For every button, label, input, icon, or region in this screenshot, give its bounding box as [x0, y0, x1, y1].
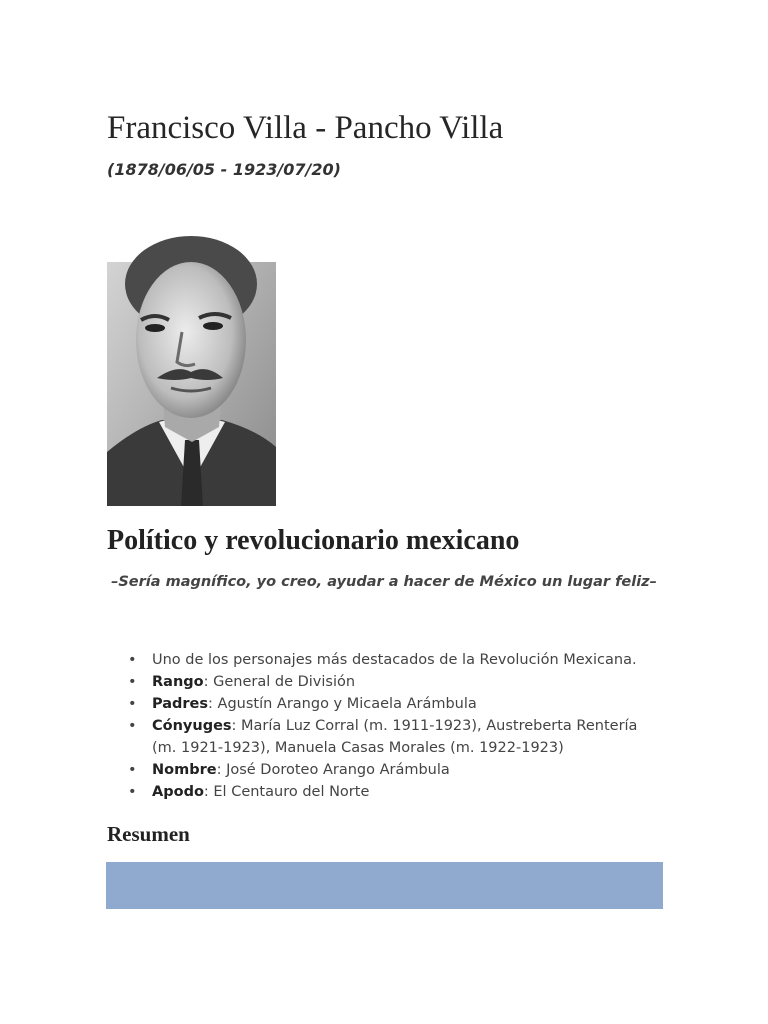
- summary-bar: [106, 862, 663, 909]
- list-item: [152, 693, 652, 715]
- section-title-resumen: Resumen: [107, 822, 190, 846]
- fact-value: : María Luz Corral (m. 1911-1923), Austreberta Rentería (m. 1921-1923), Manuela Casas Morales (m. 1922-1923): [152, 718, 638, 756]
- fact-value: : Agustín Arango y Micaela Arámbula: [208, 696, 477, 712]
- fact-label: Rango: [152, 674, 204, 690]
- fact-value: : José Doroteo Arango Arámbula: [216, 762, 450, 778]
- facts-list: [152, 649, 652, 803]
- subtitle: Político y revolucionario mexicano: [107, 525, 520, 556]
- list-item: [152, 715, 652, 759]
- fact-value: : El Centauro del Norte: [203, 784, 370, 800]
- list-item: [152, 759, 652, 781]
- portrait-image: [107, 222, 276, 506]
- page-title: Francisco Villa - Pancho Villa: [107, 110, 504, 146]
- list-item: [152, 649, 652, 671]
- fact-label: Cónyuges: [152, 718, 232, 734]
- fact-label: Apodo: [152, 784, 204, 800]
- list-item: [152, 781, 652, 803]
- quote: –Sería magnífico, yo creo, ayudar a hacer de México un lugar feliz–: [111, 574, 657, 590]
- life-dates: (1878/06/05 - 1923/07/20): [107, 160, 341, 179]
- fact-label: Padres: [152, 696, 209, 712]
- fact-value: Uno de los personajes más destacados de la Revolución Mexicana.: [152, 652, 637, 668]
- fact-value: : General de División: [203, 674, 356, 690]
- fact-label: Nombre: [152, 762, 217, 778]
- list-item: [152, 671, 652, 693]
- portrait-illustration: [107, 222, 276, 506]
